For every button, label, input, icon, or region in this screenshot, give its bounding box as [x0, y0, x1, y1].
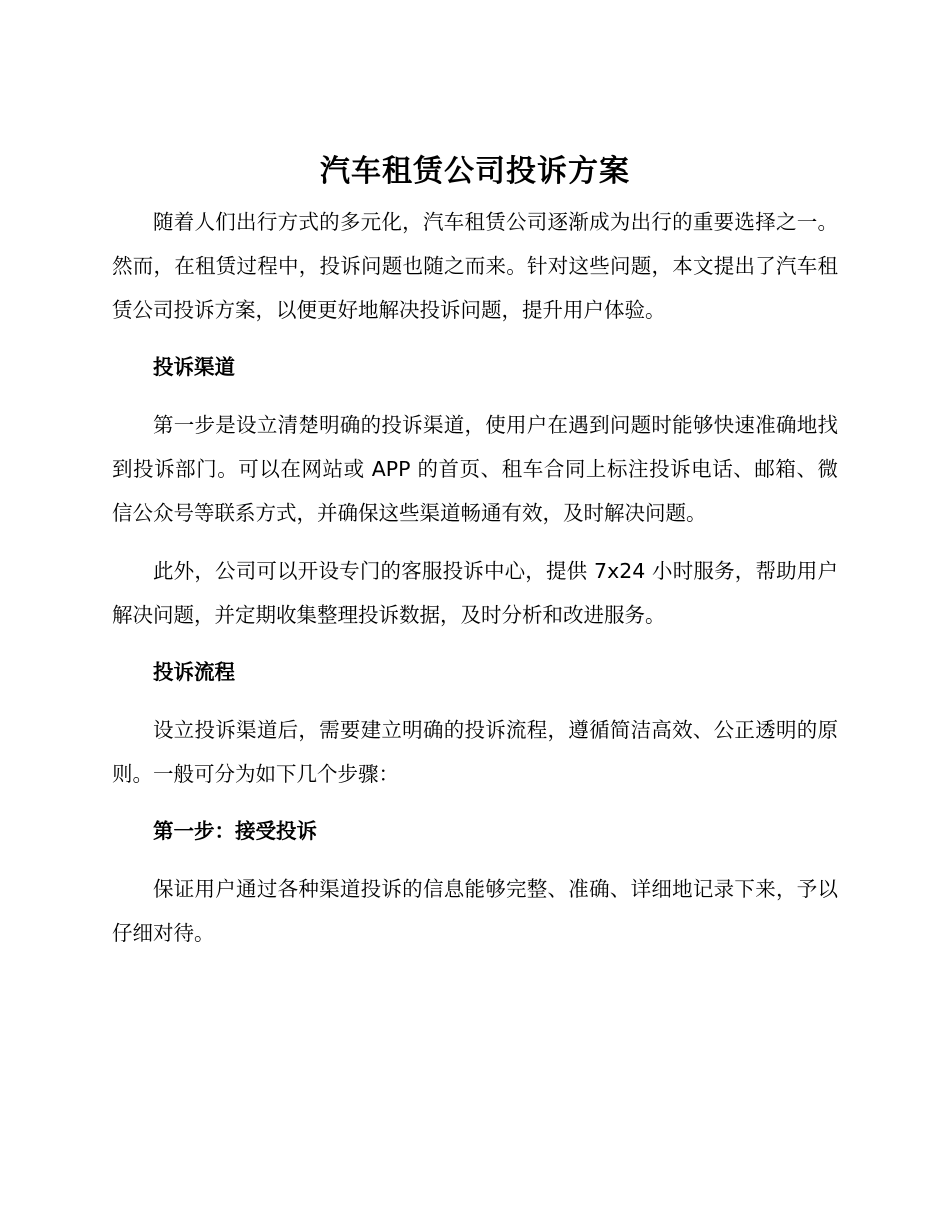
- intro-paragraph: 随着人们出行方式的多元化，汽车租赁公司逐渐成为出行的重要选择之一。然而，在租赁过程中，投诉问题也随之而来。针对这些问题，本文提出了汽车租赁公司投诉方案，以便更好地解决投诉问题，提升用户体验。: [112, 210, 838, 322]
- channels-paragraph-1: 第一步是设立清楚明确的投诉渠道，使用户在遇到问题时能够快速准确地找到投诉部门。可以在网站或 APP 的首页、租车合同上标注投诉电话、邮箱、微信公众号等联系方式，并确保这些渠道畅通有效，及时解决问题。: [112, 413, 838, 525]
- document-title: 汽车租赁公司投诉方案: [320, 154, 630, 189]
- document-page: [112, 150, 838, 955]
- step-heading-accept-complaint: 第一步：接受投诉: [153, 819, 317, 843]
- process-paragraph-1: 设立投诉渠道后，需要建立明确的投诉流程，遵循简洁高效、公正透明的原则。一般可分为如下几个步骤：: [112, 718, 838, 786]
- channels-paragraph-2: 此外，公司可以开设专门的客服投诉中心，提供 7x24 小时服务，帮助用户解决问题，并定期收集整理投诉数据，及时分析和改进服务。: [112, 559, 838, 627]
- section-heading-complaint-process: 投诉流程: [153, 660, 235, 684]
- section-heading-complaint-channels: 投诉渠道: [153, 355, 235, 379]
- step1-paragraph: 保证用户通过各种渠道投诉的信息能够完整、准确、详细地记录下来，予以仔细对待。: [112, 877, 838, 945]
